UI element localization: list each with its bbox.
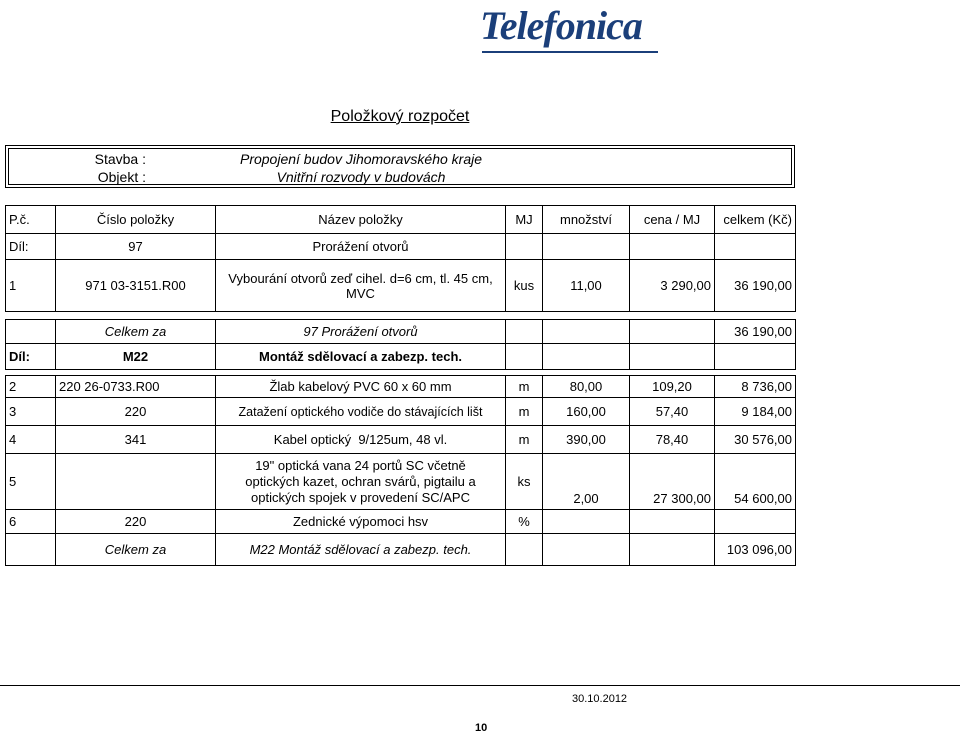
header-nazev: Název položky [216,206,506,234]
footer-divider [0,685,960,686]
project-info-box [5,145,795,188]
item-price: 57,40 [630,398,715,426]
section-total-value: 36 190,00 [715,320,796,344]
header-cislo: Číslo položky [56,206,216,234]
item-code: 220 [56,510,216,534]
item-name: Kabel optický 9/125um, 48 vl. [216,426,506,454]
item-no: 1 [6,260,56,312]
header-pc: P.č. [6,206,56,234]
section-total-value: 103 096,00 [715,534,796,566]
item-code: 341 [56,426,216,454]
section-total-row [6,534,796,566]
section-total-label: Celkem za [56,320,216,344]
item-qty: 2,00 [543,454,630,510]
page-title: Položkový rozpočet [330,108,470,125]
item-price: 27 300,00 [630,454,715,510]
section-label: Díl: [6,234,56,260]
item-total: 54 600,00 [715,454,796,510]
item-qty: 390,00 [543,426,630,454]
section-total-name: M22 Montáž sdělovací a zabezp. tech. [216,534,506,566]
item-mj: % [506,510,543,534]
section-row [6,344,796,370]
item-code: 220 [56,398,216,426]
item-mj: m [506,426,543,454]
item-mj: m [506,376,543,398]
section-total-row [6,320,796,344]
item-row [6,510,796,534]
item-mj: m [506,398,543,426]
item-code [56,454,216,510]
page-number: 10 [475,722,488,734]
item-qty: 80,00 [543,376,630,398]
item-price: 109,20 [630,376,715,398]
item-code: 220 26-0733.R00 [56,376,216,398]
item-code: 971 03-3151.R00 [56,260,216,312]
logo-underline [482,51,658,53]
item-row [6,398,796,426]
item-no: 2 [6,376,56,398]
header-mj: MJ [506,206,543,234]
section-row [6,234,796,260]
item-no: 5 [6,454,56,510]
item-price: 3 290,00 [630,260,715,312]
item-price [630,510,715,534]
section-name: Montáž sdělovací a zabezp. tech. [216,344,506,370]
item-no: 3 [6,398,56,426]
logo-text: Telefonica [480,3,642,48]
stavba-value: Propojení budov Jihomoravského kraje [239,151,483,167]
item-price: 78,40 [630,426,715,454]
section-total-label: Celkem za [56,534,216,566]
item-total: 8 736,00 [715,376,796,398]
item-total: 30 576,00 [715,426,796,454]
objekt-label: Objekt : [97,169,146,185]
section-code: M22 [56,344,216,370]
item-total [715,510,796,534]
item-qty: 11,00 [543,260,630,312]
item-name: Vybourání otvorů zeď cihel. d=6 cm, tl. 45 cm, MVC [216,260,506,312]
item-qty: 160,00 [543,398,630,426]
objekt-value: Vnitřní rozvody v budovách [276,169,446,185]
header-celkem: celkem (Kč) [715,206,796,234]
header-cena: cena / MJ [630,206,715,234]
item-row [6,260,796,312]
item-total: 9 184,00 [715,398,796,426]
item-no: 6 [6,510,56,534]
item-total: 36 190,00 [715,260,796,312]
header-row [6,206,796,234]
item-no: 4 [6,426,56,454]
item-name: Zednické výpomoci hsv [216,510,506,534]
telefonica-logo [480,0,660,60]
stavba-label: Stavba : [94,151,146,167]
item-row [6,454,796,510]
header-mnozstvi: množství [543,206,630,234]
item-mj: ks [506,454,543,510]
budget-table [5,205,796,566]
section-code: 97 [56,234,216,260]
footer-date: 30.10.2012 [572,693,628,705]
item-name: Žlab kabelový PVC 60 x 60 mm [216,376,506,398]
section-total-name: 97 Prorážení otvorů [216,320,506,344]
item-name: 19" optická vana 24 portů SC včetně optických kazet, ochran svárů, pigtailu a optických spojek v provedení SC/APC [216,454,506,510]
item-row [6,376,796,398]
section-name: Prorážení otvorů [216,234,506,260]
section-label: Díl: [6,344,56,370]
item-qty [543,510,630,534]
item-name: Zatažení optického vodiče do stávajících lišt [216,398,506,426]
item-row [6,426,796,454]
item-mj: kus [506,260,543,312]
